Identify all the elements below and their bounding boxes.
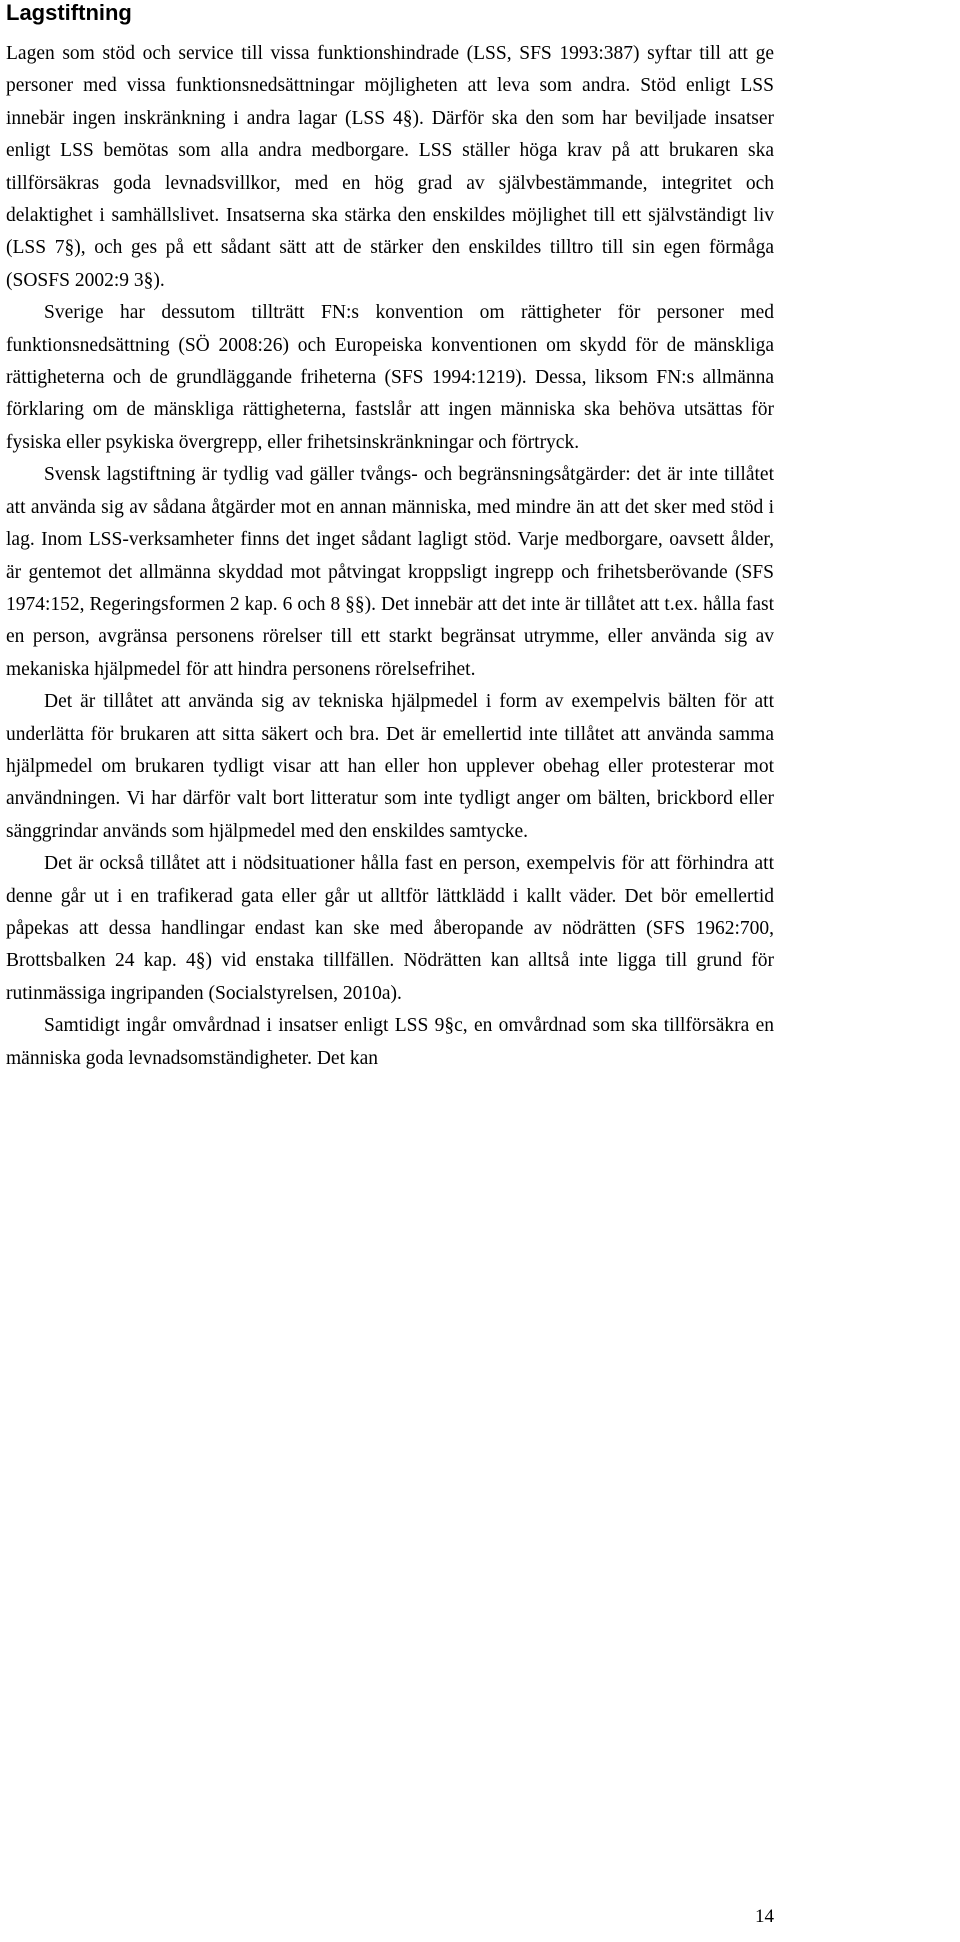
paragraph-technical-aids: Det är tillåtet att använda sig av tekniska hjälpmedel i form av exempelvis bälten för att underlätta för brukaren att sitta säkert och bra. Det är emellertid inte tillåtet att använda samma hjälpmedel om brukaren tydligt visar att han eller hon upplever obehag eller protesterar mot användningen. Vi har därför valt bort litteratur som inte tydligt anger om bälten, brickbord eller sänggrindar används som hjälpmedel med den enskildes samtycke.	[6, 691, 774, 842]
paragraph-coercive-measures: Svensk lagstiftning är tydlig vad gäller tvångs- och begränsningsåtgärder: det är inte tillåtet att använda sig av sådana åtgärder mot en annan människa, med mindre än att det sker med stöd i lag. Inom LSS-verksamheter finns det inget sådant lagligt stöd. Varje medborgare, oavsett ålder, är gentemot det allmänna skyddad mot påtvingat kroppsligt ingrepp och frihetsberövande (SFS 1974:152, Regeringsformen 2 kap. 6 och 8 §§). Det innebär att det inte är tillåtet att t.ex. hålla fast en person, avgränsa personens rörelser till ett starkt begränsat utrymme, eller använda sig av mekaniska hjälpmedel för att hindra personens rörelsefrihet.	[6, 464, 774, 680]
document-page	[6, 0, 774, 1075]
page-number: 14	[755, 1906, 774, 1927]
section-heading: Lagstiftning	[6, 0, 132, 25]
paragraph-emergency: Det är också tillåtet att i nödsituationer hålla fast en person, exempelvis för att förhindra att denne går ut i en trafikerad gata eller går ut alltför lättklädd i kallt väder. Det bör emellertid påpekas att dessa handlingar endast kan ske med åberopande av nödrätten (SFS 1962:700, Brottsbalken 24 kap. 4§) vid enstaka tillfällen. Nödrätten kan alltså inte ligga till grund för rutinmässiga ingripanden (Socialstyrelsen, 2010a).	[6, 853, 774, 1004]
paragraph-fn-convention: Sverige har dessutom tillträtt FN:s konvention om rättigheter för personer med funktionsnedsättning (SÖ 2008:26) och Europeiska konventionen om skydd för de mänskliga rättigheterna och de grundläggande friheterna (SFS 1994:1219). Dessa, liksom FN:s allmänna förklaring om de mänskliga rättigheterna, fastslår att ingen människa ska behöva utsättas för fysiska eller psykiska övergrepp, eller frihetsinskränkningar och förtryck.	[6, 302, 774, 453]
paragraph-lss: Lagen som stöd och service till vissa funktionshindrade (LSS, SFS 1993:387) syftar till att ge personer med vissa funktionsnedsättningar möjligheten att leva som andra. Stöd enligt LSS innebär ingen inskränkning i andra lagar (LSS 4§). Därför ska den som har beviljade insatser enligt LSS bemötas som alla andra medborgare. LSS ställer höga krav på att brukaren ska tillförsäkras goda levnadsvillkor, med en hög grad av självbestämmande, integritet och delaktighet i samhällslivet. Insatserna ska stärka den enskildes möjlighet till ett självständigt liv (LSS 7§), och ges på ett sådant sätt att de stärker den enskildes tilltro till sin egen förmåga (SOSFS 2002:9 3§).	[6, 43, 774, 291]
paragraph-care: Samtidigt ingår omvårdnad i insatser enligt LSS 9§c, en omvårdnad som ska tillförsäkra en människa goda levnadsomständigheter. Det kan	[6, 1015, 774, 1069]
